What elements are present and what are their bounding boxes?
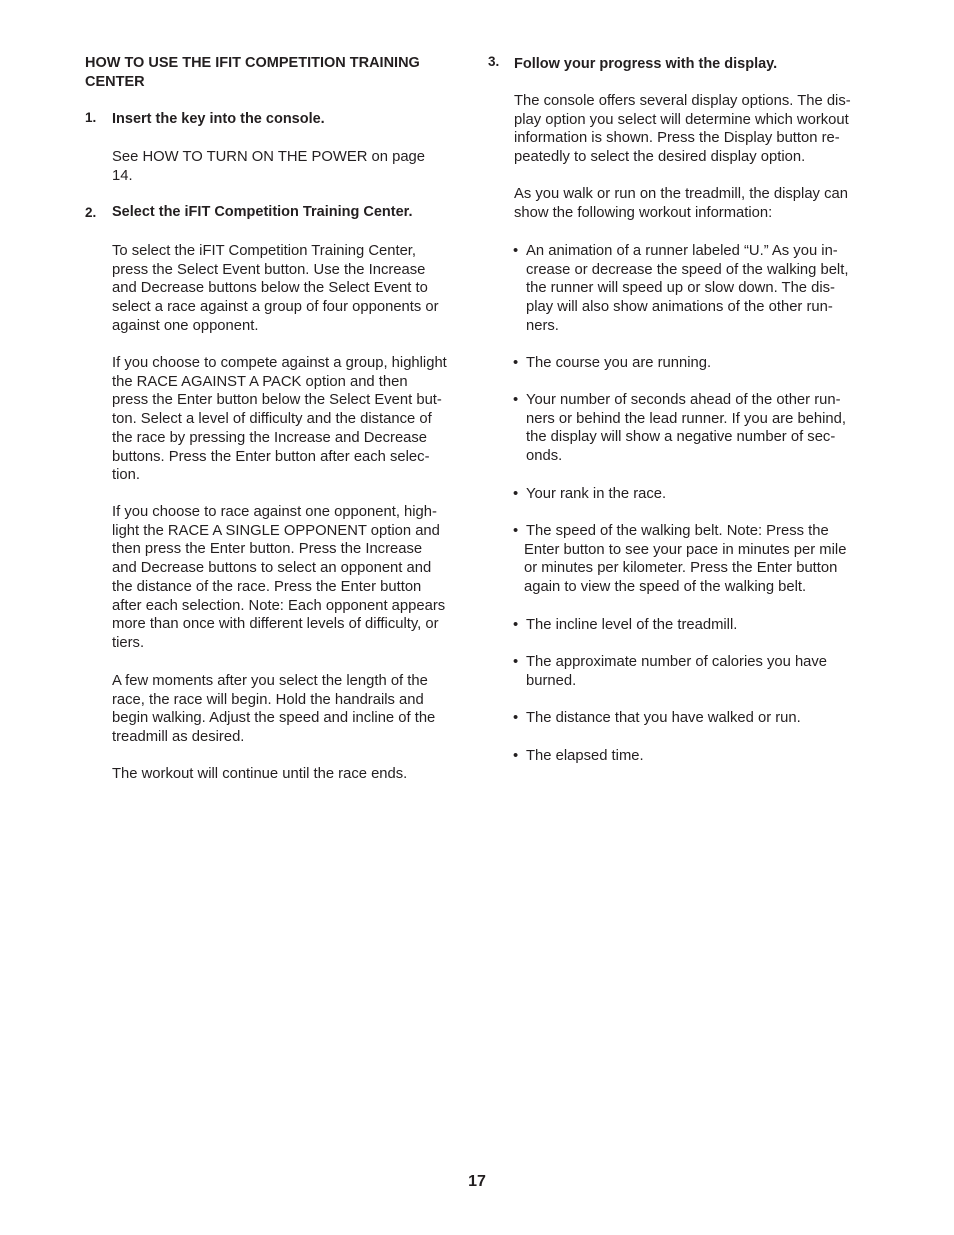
text-line: the display will show a negative number of sec-	[526, 429, 836, 446]
heading-line: CENTER	[85, 73, 145, 90]
text-line: buttons. Press the Enter button after each selec-	[112, 448, 430, 465]
list-item-text	[526, 354, 873, 373]
text-line: 14.	[112, 167, 133, 184]
text-line: tiers.	[112, 634, 145, 651]
paragraph	[112, 242, 472, 336]
list-item-text	[526, 747, 873, 766]
list-item	[513, 616, 873, 635]
bullet-icon: •	[513, 392, 519, 408]
page-number: 17	[468, 1173, 486, 1190]
list-item-text	[526, 242, 873, 336]
bullet-icon: •	[513, 486, 519, 502]
text-line: An animation of a runner labeled “U.” As you in-	[526, 243, 838, 259]
text-line: A few moments after you select the length of the	[112, 673, 428, 689]
step-title: Follow your progress with the display.	[514, 56, 778, 72]
step-number: 1.	[85, 110, 97, 125]
text-line: and Decrease buttons below the Select Event to	[112, 280, 428, 297]
text-line: The elapsed time.	[526, 748, 644, 764]
text-line: The approximate number of calories you have	[526, 654, 828, 670]
text-line: The incline level of the treadmill.	[526, 617, 738, 633]
bullet-icon: •	[513, 617, 519, 633]
bullet-icon: •	[513, 654, 519, 670]
text-line: the RACE AGAINST A PACK option and then	[112, 373, 408, 390]
text-line: treadmill as desired.	[112, 729, 245, 746]
list-item	[513, 354, 873, 373]
text-line: after each selection. Note: Each opponent appears	[112, 597, 446, 614]
text-line: ton. Select a level of difficulty and the distance of	[112, 411, 432, 428]
text-line: crease or decrease the speed of the walking belt,	[526, 261, 849, 278]
text-line: The speed of the walking belt. Note: Press the	[526, 523, 829, 539]
text-line: press the Enter button below the Select Event but-	[112, 392, 442, 409]
paragraph	[112, 354, 472, 485]
section-heading	[85, 54, 465, 91]
bullet-icon: •	[513, 243, 519, 259]
bullet-icon: •	[513, 355, 519, 371]
list-item	[513, 391, 873, 466]
step-number: 3.	[488, 54, 500, 69]
text-line: more than once with different levels of difficulty, or	[112, 616, 439, 633]
list-item-text	[526, 391, 873, 466]
list-item	[513, 709, 873, 728]
text-line: The distance that you have walked or run.	[526, 710, 801, 726]
text-line: The course you are running.	[526, 355, 712, 371]
paragraph	[112, 672, 472, 747]
text-line: peatedly to select the desired display option.	[514, 149, 806, 166]
text-line: As you walk or run on the treadmill, the display can	[514, 186, 848, 202]
text-line: or minutes per kilometer. Press the Enter button	[524, 560, 838, 577]
text-line: again to view the speed of the walking belt.	[524, 579, 807, 596]
text-line: burned.	[526, 672, 577, 689]
paragraph	[514, 185, 874, 222]
list-item-text	[526, 709, 873, 728]
text-line: Your rank in the race.	[526, 486, 667, 502]
bullet-icon: •	[513, 710, 519, 726]
step-title: Insert the key into the console.	[112, 111, 325, 127]
paragraph	[112, 503, 472, 653]
list-item-text	[526, 653, 873, 690]
text-line: show the following workout information:	[514, 204, 773, 221]
text-line: race, the race will begin. Hold the handrails and	[112, 691, 424, 708]
paragraph	[514, 92, 874, 167]
text-line: To select the iFIT Competition Training Center,	[112, 243, 417, 259]
text-line: ners.	[526, 317, 559, 334]
text-line: the distance of the race. Press the Enter button	[112, 578, 422, 595]
text-line: If you choose to race against one opponent, high-	[112, 504, 437, 520]
text-line: onds.	[526, 448, 563, 465]
list-item	[513, 242, 873, 336]
text-line: press the Select Event button. Use the Increase	[112, 261, 426, 278]
bullet-icon: •	[513, 523, 519, 539]
step-title: Select the iFIT Competition Training Center.	[112, 204, 413, 220]
list-item-text	[524, 522, 873, 597]
list-item	[513, 747, 873, 766]
list-item	[513, 653, 873, 690]
heading-line: HOW TO USE THE IFIT COMPETITION TRAINING	[85, 55, 420, 71]
list-item-text	[526, 485, 873, 504]
list-item	[513, 485, 873, 504]
step-number: 2.	[85, 205, 97, 220]
list-item-text	[526, 616, 873, 635]
text-line: The console offers several display options. The dis-	[514, 93, 851, 109]
text-line: The workout will continue until the race ends.	[112, 766, 408, 782]
text-line: the runner will speed up or slow down. The dis-	[526, 280, 835, 297]
text-line: play will also show animations of the other run-	[526, 299, 833, 316]
text-line: If you choose to compete against a group, highlight	[112, 355, 447, 371]
paragraph	[112, 765, 472, 784]
text-line: Your number of seconds ahead of the other run-	[526, 392, 841, 408]
list-item	[513, 522, 873, 597]
text-line: against one opponent.	[112, 317, 259, 334]
text-line: tion.	[112, 467, 140, 484]
text-line: and Decrease buttons to select an opponent and	[112, 560, 432, 577]
text-line: select a race against a group of four opponents or	[112, 299, 439, 316]
text-line: information is shown. Press the Display button re-	[514, 130, 840, 147]
text-line: See HOW TO TURN ON THE POWER on page	[112, 149, 426, 165]
text-line: light the RACE A SINGLE OPPONENT option and	[112, 522, 440, 539]
text-line: ners or behind the lead runner. If you are behind,	[526, 410, 846, 427]
text-line: the race by pressing the Increase and Decrease	[112, 429, 428, 446]
text-line: then press the Enter button. Press the Increase	[112, 541, 423, 558]
paragraph	[112, 148, 472, 185]
text-line: begin walking. Adjust the speed and incline of the	[112, 710, 436, 727]
bullet-icon: •	[513, 748, 519, 764]
text-line: play option you select will determine which workout	[514, 111, 849, 128]
text-line: Enter button to see your pace in minutes per mile	[524, 541, 847, 558]
